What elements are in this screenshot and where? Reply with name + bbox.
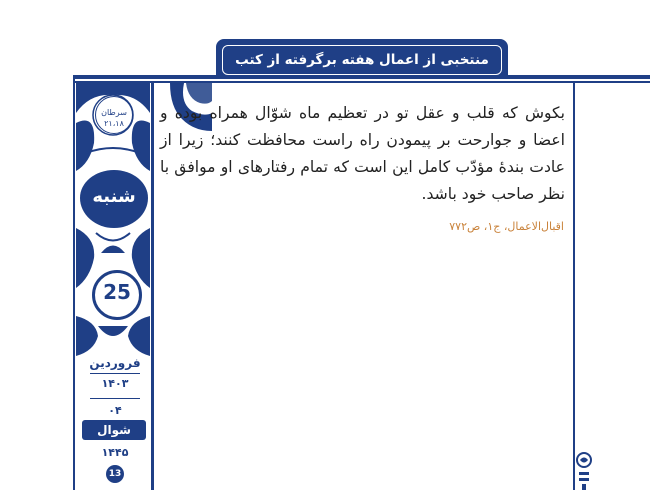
divider (90, 398, 140, 399)
solar-year: ۱۴۰۳ (101, 377, 129, 390)
hijri-month: شوال (82, 420, 146, 440)
season-hours: ۲۱،۱۸ (104, 119, 124, 128)
frame-right-border (573, 83, 575, 490)
solar-month: فروردین (89, 356, 141, 370)
sidebar-divider (151, 83, 154, 490)
hijri-day: ۰۴ (108, 404, 122, 417)
main-text: بکوش که قلب و عقل تو در تعظیم ماه شوّال همراه بوده و اعضا و جوارحت بر پیمودن راه راست محافظت کنند؛ زیرا از عادت بندهٔ مؤدّب کامل این است که تمام رفتارهای او موافق با نظر صاحب خود باشد. (160, 104, 565, 203)
gregorian-day: 13 (106, 465, 124, 483)
header-title: منتخبی از اعمال هفته برگرفته از کتب ادعیه (235, 52, 489, 98)
hijri-year: ۱۴۴۵ (101, 446, 129, 459)
divider (90, 373, 140, 374)
floral-ornament-lower-icon (76, 316, 150, 356)
publisher-logo-icon (576, 452, 592, 490)
day-name: شنبه (92, 186, 136, 207)
season-label (95, 107, 133, 129)
season-name: سرطان (101, 108, 127, 117)
source-citation: اقبال‌الاعمال، ج۱، ص۷۷۲ (449, 220, 564, 233)
day-number: 25 (103, 280, 131, 304)
